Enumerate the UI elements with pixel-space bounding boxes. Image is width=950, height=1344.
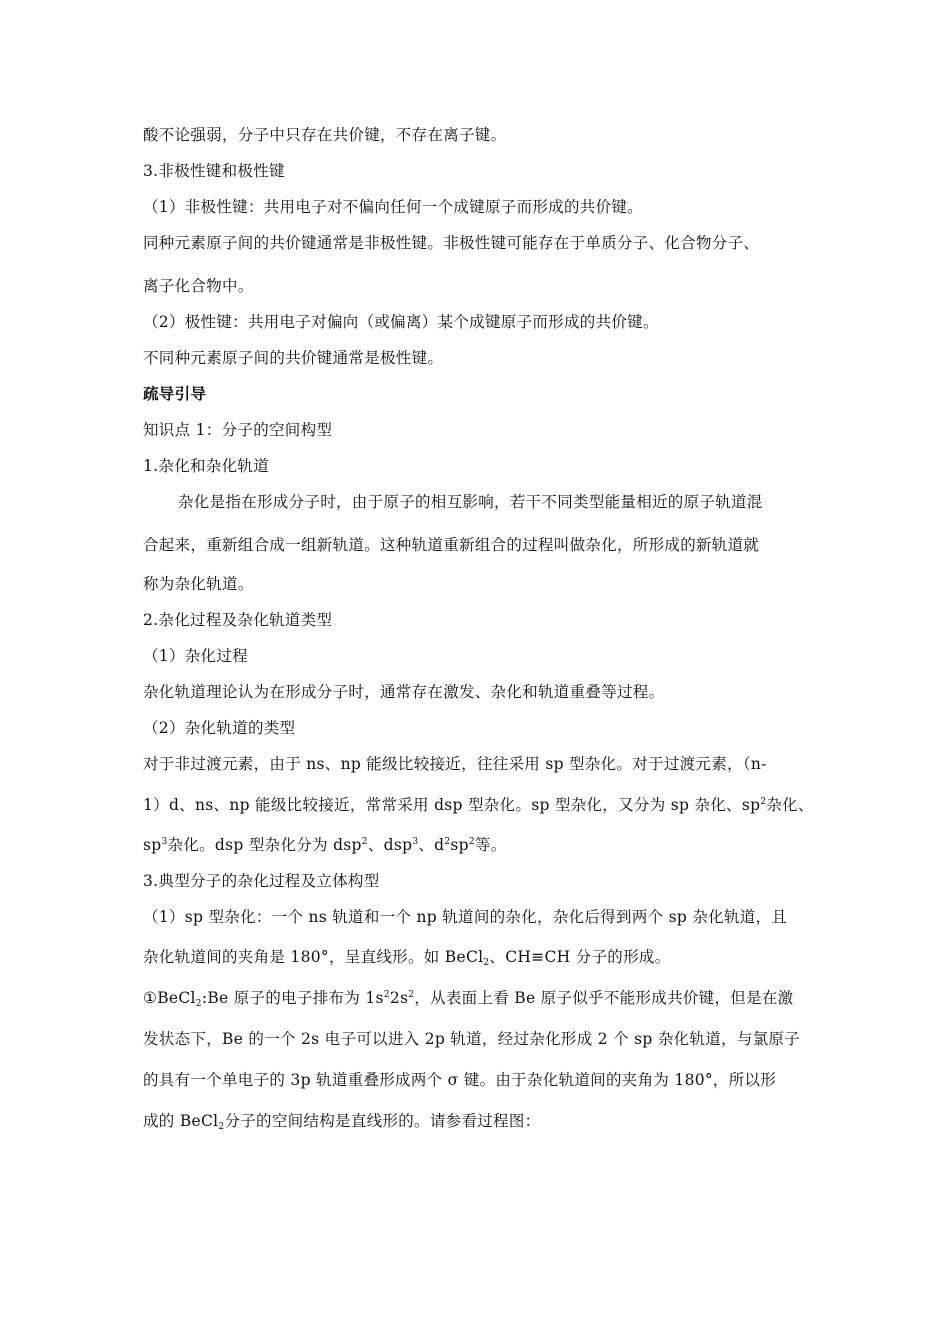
- paragraph-line: $sp^3$杂化。dsp 型杂化分为 dsp$^2$、dsp$^3$、$d^2sp^2$等。: [143, 836, 507, 854]
- section-heading-2: 2.杂化过程及杂化轨道类型: [143, 611, 333, 629]
- knowledge-point-heading: 知识点 1：分子的空间构型: [143, 421, 333, 439]
- paragraph-line: 成的 BeCl$_2$分子的空间结构是直线形的。请参看过程图：: [143, 1112, 541, 1132]
- paragraph-line: 同种元素原子间的共价键通常是非极性键。非极性键可能存在于单质分子、化合物分子、: [143, 234, 760, 252]
- section-heading-1: 1.杂化和杂化轨道: [143, 457, 269, 475]
- subheading-polar-bond: （2）极性键：共用电子对偏向（或偏离）某个成键原子而形成的共价键。: [143, 313, 659, 331]
- section-heading-3-typical-molecules: 3.典型分子的杂化过程及立体构型: [143, 872, 380, 890]
- paragraph-line: 杂化轨道理论认为在形成分子时，通常存在激发、杂化和轨道重叠等过程。: [143, 683, 665, 701]
- paragraph-line: 对于非过渡元素，由于 ns、np 能级比较接近，往往采用 sp 型杂化。对于过渡元素，（n-: [143, 755, 767, 773]
- paragraph-line: 的具有一个单电子的 3p 轨道重叠形成两个 σ 键。由于杂化轨道间的夹角为 180°，所以形: [143, 1071, 777, 1089]
- paragraph-line: 酸不论强弱，分子中只存在共价键，不存在离子键。: [143, 126, 507, 144]
- paragraph-line: ①BeCl$_2$:Be 原子的电子排布为 $1s^22s^2$，从表面上看 Be 原子似乎不能形成共价键，但是在激: [143, 989, 794, 1009]
- section-title: 疏导引导: [143, 384, 207, 403]
- subheading-sp-hybridization: （1）sp 型杂化：一个 ns 轨道和一个 np 轨道间的杂化，杂化后得到两个 sp 杂化轨道，且: [143, 908, 788, 926]
- paragraph-line: 离子化合物中。: [143, 277, 254, 295]
- paragraph-line: 杂化是指在形成分子时，由于原子的相互影响，若干不同类型能量相近的原子轨道混: [178, 493, 763, 511]
- subheading-hybrid-orbital-types: （2）杂化轨道的类型: [143, 719, 296, 737]
- paragraph-line: 1）d、ns、np 能级比较接近，常常采用 dsp 型杂化。sp 型杂化，又分为 sp 杂化、$sp^2$杂化、: [143, 796, 814, 814]
- paragraph-line: 不同种元素原子间的共价键通常是极性键。: [143, 349, 444, 367]
- paragraph-line: 发状态下，Be 的一个 2s 电子可以进入 2p 轨道，经过杂化形成 2 个 sp 杂化轨道，与氯原子: [143, 1030, 801, 1048]
- paragraph-line: 杂化轨道间的夹角是 180°，呈直线形。如 BeCl$_2$、CH≡CH 分子的形成。: [143, 948, 671, 968]
- paragraph-line: 称为杂化轨道。: [143, 575, 254, 593]
- subheading-nonpolar-bond: （1）非极性键：共用电子对不偏向任何一个成键原子而形成的共价键。: [143, 198, 643, 216]
- section-heading-3: 3.非极性键和极性键: [143, 162, 285, 180]
- subheading-hybridization-process: （1）杂化过程: [143, 647, 248, 665]
- paragraph-line: 合起来，重新组合成一组新轨道。这种轨道重新组合的过程叫做杂化，所形成的新轨道就: [143, 536, 760, 554]
